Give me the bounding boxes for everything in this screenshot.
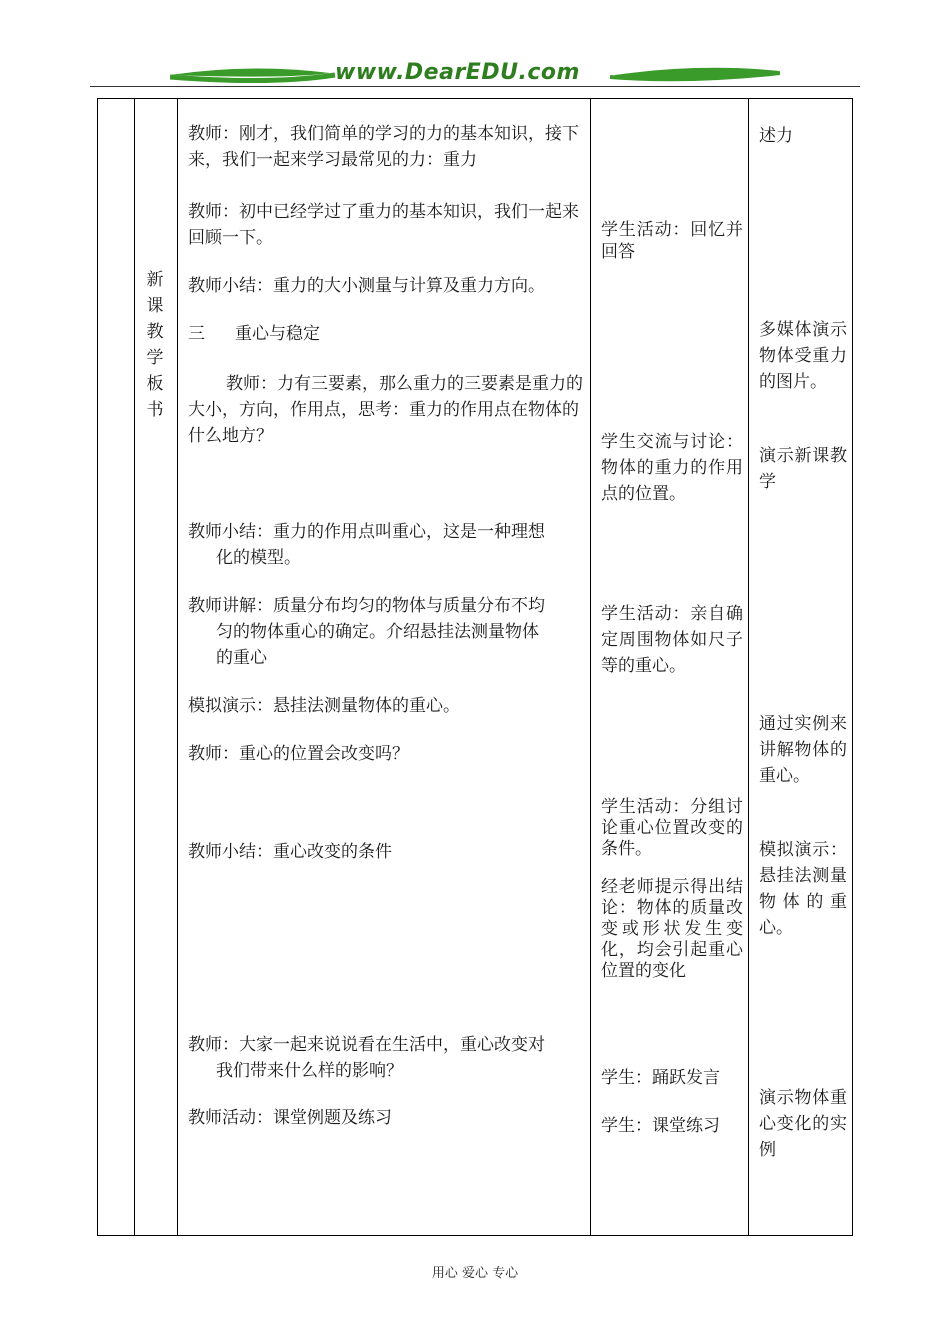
student-para-3: 学生活动：亲自确定周围物体如尺子等的重心。 — [601, 604, 743, 676]
col-divider-4 — [748, 99, 749, 1235]
teacher-para-3: 教师小结：重力的大小测量与计算及重力方向。 — [188, 276, 545, 296]
student-para-2: 学生交流与讨论：物体的重力的作用点的位置。 — [601, 432, 743, 504]
note-para-4: 通过实例来讲解物体的重心。 — [759, 714, 847, 786]
student-para-1: 学生活动：回忆并回答 — [601, 220, 743, 262]
teacher-para-5: 教师：力有三要素，那么重力的三要素是重力的大小，方向，作用点，思考：重力的作用点在物体的什么地方？ — [188, 374, 583, 446]
student-para-6: 学生：踊跃发言 — [601, 1068, 720, 1088]
teacher-para-11a: 教师：大家一起来说说看在生活中，重心改变对 — [188, 1035, 545, 1055]
teacher-para-6a: 教师小结：重力的作用点叫重心，这是一种理想 — [188, 522, 545, 542]
note-para-1: 述力 — [759, 126, 793, 146]
note-para-5: 模拟演示：悬挂法测量物体的重心。 — [759, 840, 847, 938]
teacher-para-12: 教师活动：课堂例题及练习 — [188, 1108, 392, 1128]
site-logo-text: www.DearEDU.com — [335, 60, 580, 85]
teacher-para-2: 教师：初中已经学过了重力的基本知识，我们一起来回顾一下。 — [188, 202, 579, 248]
teacher-para-9: 教师：重心的位置会改变吗？ — [188, 744, 409, 764]
teacher-para-10: 教师小结：重心改变的条件 — [188, 842, 392, 862]
section-title: 重心与稳定 — [235, 324, 320, 344]
note-para-3: 演示新课教学 — [759, 446, 847, 492]
header-rule — [90, 86, 860, 87]
teacher-para-11b: 我们带来什么样的影响？ — [216, 1061, 403, 1081]
note-para-2: 多媒体演示物体受重力的图片。 — [759, 320, 847, 392]
teacher-para-6b: 化的模型。 — [216, 548, 301, 568]
note-para-6: 演示物体重心变化的实例 — [759, 1088, 847, 1160]
side-label: 新课教学板书 — [146, 270, 164, 420]
student-para-5: 经老师提示得出结论：物体的质量改变或形状发生变化，均会引起重心位置的变化 — [601, 877, 743, 981]
section-number: 三 — [188, 324, 205, 344]
lesson-table — [97, 98, 853, 1236]
student-para-7: 学生：课堂练习 — [601, 1116, 720, 1136]
teacher-para-1: 教师：刚才，我们简单的学习的力的基本知识，接下来，我们一起来学习最常见的力：重力 — [188, 124, 579, 170]
teacher-para-8: 模拟演示：悬挂法测量物体的重心。 — [188, 696, 460, 716]
section-heading — [188, 321, 588, 347]
teacher-para-7b: 匀的物体重心的确定。介绍悬挂法测量物体 — [216, 622, 539, 642]
col-divider-2 — [177, 99, 178, 1235]
teacher-para-7c: 的重心 — [216, 648, 267, 668]
teacher-para-7a: 教师讲解：质量分布均匀的物体与质量分布不均 — [188, 596, 545, 616]
student-para-4: 学生活动：分组讨论重心位置改变的条件。 — [601, 797, 743, 859]
page-footer: 用心 爱心 专心 — [431, 1266, 519, 1281]
col-divider-1 — [134, 99, 135, 1235]
